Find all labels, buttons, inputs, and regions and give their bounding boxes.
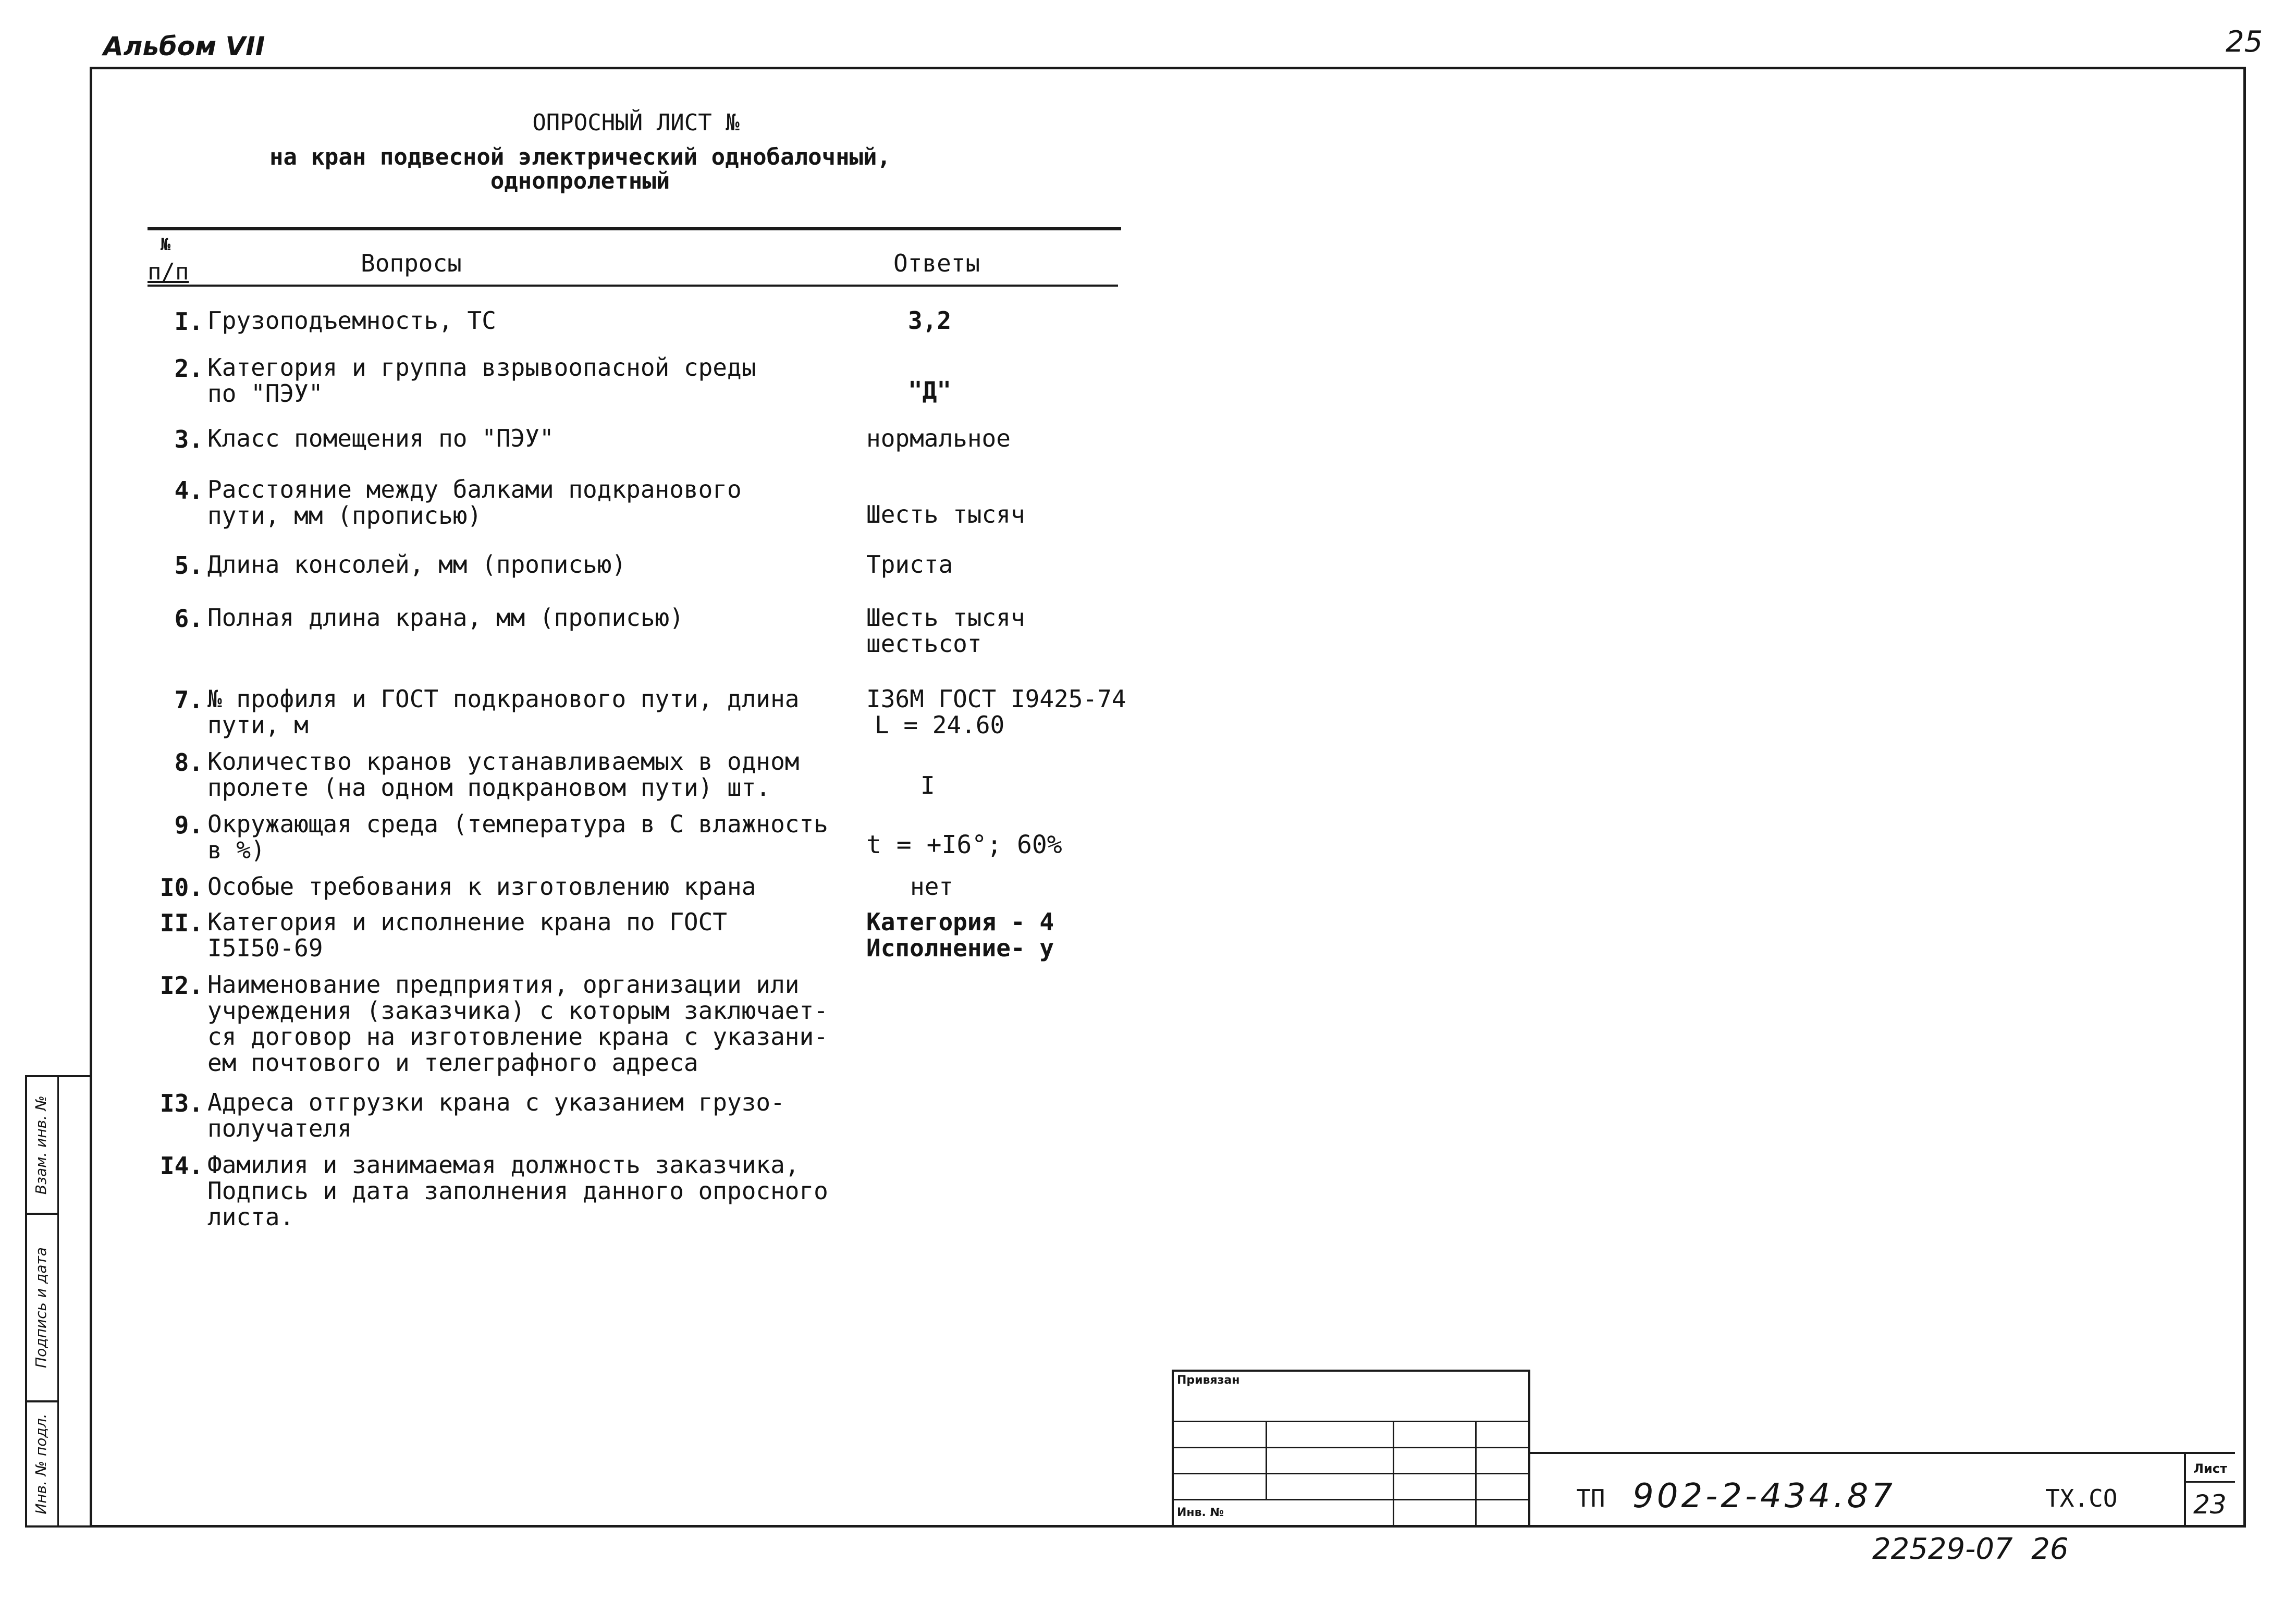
page-title: ОПРОСНЫЙ ЛИСТ № [532, 109, 740, 136]
row-question: Грузоподъемность, ТС [207, 306, 496, 335]
page-corner-number: 25 [2226, 25, 2263, 59]
row-answer: I [920, 771, 935, 799]
row-question: № профиля и ГОСТ подкранового пути, длина пути, м [207, 685, 800, 739]
section-code: ТХ.СО [2045, 1484, 2118, 1512]
side-podpis-data: Подпись и дата [32, 1247, 50, 1368]
row-question: Класс помещения по "ПЭУ" [207, 424, 554, 452]
row-number: 7. [174, 686, 203, 714]
row-number: 6. [174, 605, 203, 633]
row-answer: нет [910, 872, 954, 901]
row-answer: "Д" [908, 376, 952, 404]
col-answers-header: Ответы [893, 249, 980, 277]
row-number: 4. [174, 476, 203, 504]
row-number: I2. [159, 971, 203, 1000]
row-number: I0. [159, 873, 203, 902]
row-question: Окружающая среда (температура в С влажность в %) [207, 810, 828, 864]
row-number: 2. [174, 354, 203, 383]
row-question: Фамилия и занимаемая должность заказчика, Подпись и дата заполнения данного опросного листа. [207, 1151, 828, 1231]
footer-number: 22529-07 26 [1872, 1532, 2069, 1566]
sheet-number: 23 [2193, 1489, 2227, 1520]
row-question: Особые требования к изготовлению крана [207, 872, 756, 901]
doc-code: ТП [1576, 1484, 1605, 1512]
row-question: Полная длина крана, мм (прописью) [207, 604, 684, 632]
row-answer: Шесть тысяч шестьсот [866, 604, 1025, 658]
row-number: 8. [174, 748, 203, 777]
attachment-table [1172, 1370, 1530, 1528]
page-subtitle-2: однопролетный [490, 168, 670, 194]
side-vzam-inv: Взам. инв. № [32, 1095, 50, 1195]
row-answer: Триста [866, 550, 953, 578]
row-number: 9. [174, 811, 203, 839]
row-answer: Категория - 4 Исполнение- у [866, 908, 1054, 962]
row-question: Длина консолей, мм (прописью) [207, 550, 627, 578]
row-answer: 3,2 [908, 306, 952, 335]
side-stamp [25, 1075, 90, 1528]
privyazan-label: Привязан [1177, 1374, 1240, 1387]
row-question: Категория и исполнение крана по ГОСТ I5I50-69 [207, 908, 727, 962]
inv-no-label: Инв. № [1177, 1506, 1224, 1519]
row-number: I4. [159, 1152, 203, 1180]
sheet-box [2184, 1452, 2235, 1528]
row-number: II. [159, 909, 203, 937]
row-number: 5. [174, 551, 203, 580]
row-answer: нормальное [866, 424, 1011, 452]
row-answer: Шесть тысяч [866, 500, 1025, 528]
sheet-label: Лист [2193, 1461, 2227, 1476]
col-num-header-top: № [161, 235, 171, 254]
col-questions-header: Вопросы [361, 249, 462, 277]
table-top-rule [148, 227, 1121, 230]
page-subtitle: на кран подвесной электрический однобалочный, [269, 144, 891, 170]
table-header-rule [148, 285, 1118, 287]
row-question: Наименование предприятия, организации или учреждения (заказчика) с которым заключает- ся договор на изготовление крана с указани- ем почтового и телеграфного адреса [207, 970, 828, 1077]
col-num-header-bottom: п/п [148, 258, 189, 285]
row-question: Категория и группа взрывоопасной среды по "ПЭУ" [207, 353, 756, 408]
row-answer: t = +I6°; 60% [866, 830, 1062, 859]
doc-number: 902-2-434.87 [1632, 1477, 1896, 1516]
side-inv-podl: Инв. № подл. [32, 1413, 50, 1514]
row-question: Количество кранов устанавливаемых в одном пролете (на одном подкрановом пути) шт. [207, 747, 800, 802]
title-block [1528, 1452, 2235, 1530]
row-number: I3. [159, 1089, 203, 1117]
row-answer: I36M ГОСТ I9425-74 L = 24.60 [866, 685, 1126, 739]
row-question: Расстояние между балками подкранового пути, мм (прописью) [207, 475, 742, 529]
row-question: Адреса отгрузки крана с указанием грузо- получателя [207, 1088, 785, 1142]
album-label: Альбом VII [103, 31, 265, 61]
row-number: 3. [174, 425, 203, 453]
row-number: I. [174, 307, 203, 336]
